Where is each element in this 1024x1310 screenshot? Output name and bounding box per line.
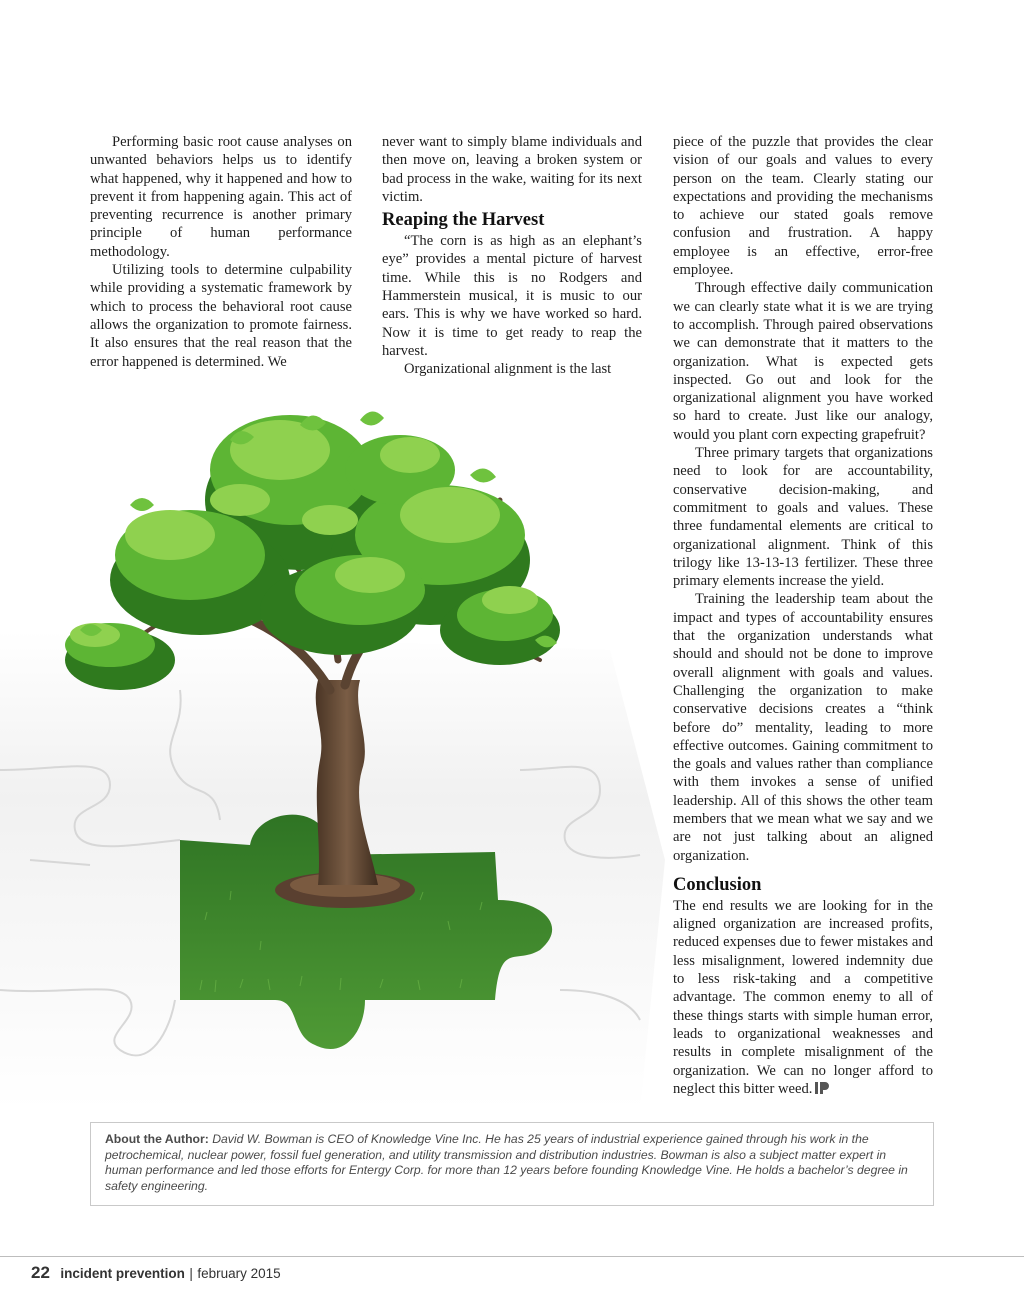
about-the-author-box <box>90 1122 934 1206</box>
article-column-2 <box>382 133 642 379</box>
footer-separator: | <box>189 1266 193 1281</box>
leaf-canopy <box>65 411 560 690</box>
page-footer <box>31 1263 281 1283</box>
issue-date: february 2015 <box>197 1266 281 1281</box>
footer-divider <box>0 1256 1024 1257</box>
conclusion-text: The end results we are looking for in the aligned organization are increased profits, reduced expenses due to fewer mistakes and less misalignment, lowered indemnity due to less risk-taking and a competitive advantage. The common enemy to all of these things starts with simple human error, leads to organizational weaknesses and results in complete misalignment of the organization. We can no longer afford to neglect this bitter weed. <box>673 897 933 1097</box>
author-box-label: About the Author: <box>105 1132 209 1146</box>
section-heading-conclusion: Conclusion <box>673 874 762 895</box>
section-heading-reaping-the-harvest: Reaping the Harvest <box>382 210 545 231</box>
paragraph: Three primary targets that organizations need to look for are accountability, conservative decision-making, and commitment to goals and values. These three fundamental elements are critical to organizational alignment. Think of this trilogy like 13-13-13 fertilizer. These three primary elements increase the yield. <box>673 445 933 590</box>
paragraph: Performing basic root cause analyses on unwanted behaviors helps us to identify what happened, why it happened and how to prevent it from happening again. This act of preventing recurrence is another primary principle of human performance methodology. <box>90 134 352 260</box>
page-number: 22 <box>31 1263 50 1282</box>
paragraph: Training the leadership team about the impact and types of accountability ensures that the organization understands what should and should not be done to improve overall alignment with goals and values. Challenging the organization to make conservative decisions creates a “think before do” mentality, leading to more effective outcomes. Gaining commitment to the goals and values rather than compliance with them invokes a sense of unified leadership. All of this shows the other team members that we mean what we say and we are not just talking about an aligned organization. <box>673 591 933 864</box>
end-mark-icon <box>815 1082 829 1094</box>
author-bio: David W. Bowman is CEO of Knowledge Vine Inc. He has 25 years of industrial experience gained through his work in the petrochemical, nuclear power, fossil fuel generation, and utility transmission and distribution industries. Bowman is also a subject matter expert in human performance and led those efforts for Entergy Corp. for more than 12 years before founding Knowledge Vine. He holds a bachelor’s degree in safety engineering. <box>105 1132 908 1193</box>
article-column-1 <box>90 133 352 371</box>
paragraph: never want to simply blame individuals and then move on, leaving a broken system or bad process in the wake, waiting for its next victim. <box>382 134 642 205</box>
paragraph: piece of the puzzle that provides the clear vision of our goals and values to every person on the team. Clearly stating our expectations and providing the mechanisms to achieve our stated goals remove confusion and frustration. A happy employee is an effective, error-free employee. <box>673 134 933 279</box>
paragraph: Organizational alignment is the last <box>404 361 612 378</box>
paragraph: “The corn is as high as an elephant’s eye” provides a mental picture of harvest time. While this is no Rodgers and Hammerstein musical, it is music to our ears. This is why we have worked so hard. Now it is time to get ready to reap the harvest. <box>382 233 642 359</box>
paragraph: Utilizing tools to determine culpability while providing a systematic framework by which to process the behavioral root cause allows the organization to promote fairness. It also ensures that the real reason that the error happened is determined. We <box>90 262 352 370</box>
paragraph <box>673 897 933 1098</box>
magazine-name: incident prevention <box>60 1266 185 1281</box>
bonsai-puzzle-illustration <box>0 300 665 1110</box>
paragraph: Through effective daily communication we can clearly state what it is we are trying to accomplish. Through paired observations we can demonstrate that it matters to the organization. What is expected gets inspected. Go out and look for the organizational alignment you have worked so hard to create. Just like our analogy, would you plant corn expecting grapefruit? <box>673 280 933 443</box>
article-column-3 <box>673 133 933 1098</box>
